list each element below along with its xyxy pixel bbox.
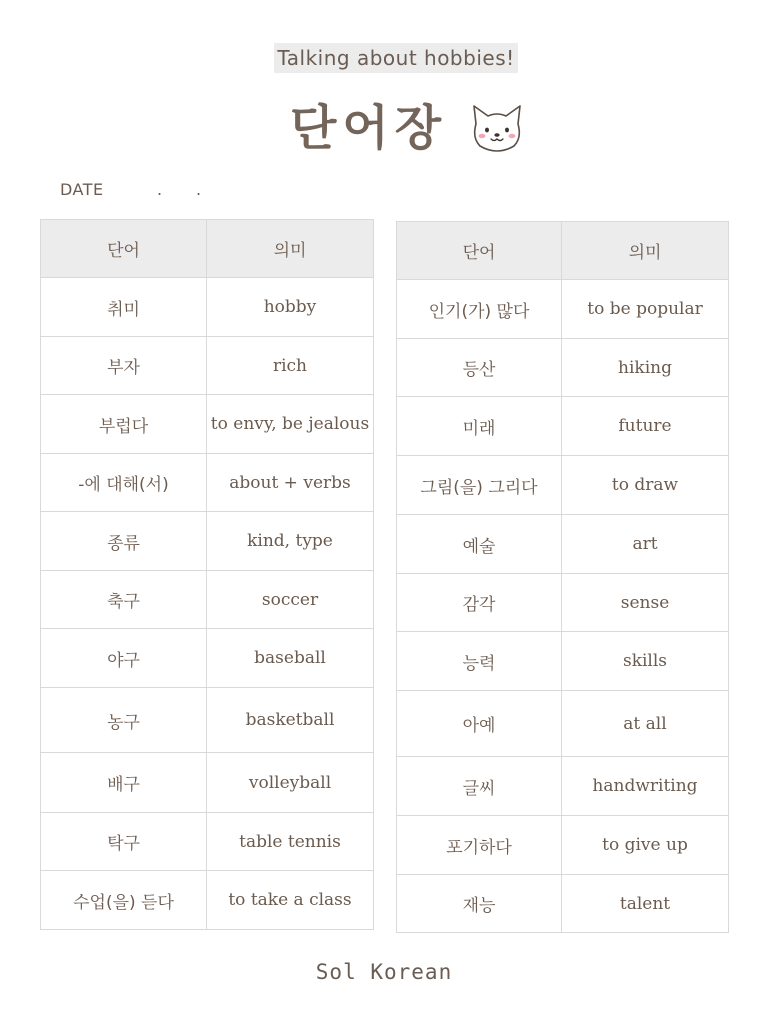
meaning-cell: skills <box>562 632 729 691</box>
table-row <box>41 688 374 753</box>
white-dog-face-icon <box>470 104 524 154</box>
meaning-cell: to give up <box>562 816 729 875</box>
word-cell: 등산 <box>397 339 562 397</box>
column-header-meaning: 의미 <box>562 222 729 280</box>
meaning-cell: to be popular <box>562 280 729 339</box>
meaning-cell: kind, type <box>207 512 374 571</box>
word-cell: 종류 <box>41 512 207 571</box>
meaning-cell: rich <box>207 337 374 395</box>
meaning-cell: art <box>562 515 729 574</box>
table-row <box>397 574 729 632</box>
table-row <box>397 875 729 933</box>
column-header-meaning: 의미 <box>207 220 374 278</box>
word-cell: 포기하다 <box>397 816 562 875</box>
table-row <box>41 512 374 571</box>
table-row <box>397 816 729 875</box>
table-header-row <box>397 222 729 280</box>
table-row <box>41 871 374 930</box>
date-label: DATE <box>60 180 104 199</box>
page-title: 단어장 <box>290 100 448 156</box>
word-cell: 취미 <box>41 278 207 337</box>
meaning-cell: future <box>562 397 729 456</box>
meaning-cell: table tennis <box>207 813 374 871</box>
word-cell: 아예 <box>397 691 562 757</box>
word-cell: 축구 <box>41 571 207 629</box>
table-row <box>397 515 729 574</box>
table-row <box>41 395 374 454</box>
meaning-cell: hobby <box>207 278 374 337</box>
word-cell: 능력 <box>397 632 562 691</box>
word-cell: 예술 <box>397 515 562 574</box>
vocab-table-left <box>40 219 374 930</box>
meaning-cell: to take a class <box>207 871 374 930</box>
table-row <box>397 397 729 456</box>
word-cell: 수업(을) 듣다 <box>41 871 207 930</box>
table-row <box>41 278 374 337</box>
word-cell: 부자 <box>41 337 207 395</box>
footer-brand: Sol Korean <box>315 960 453 984</box>
meaning-cell: handwriting <box>562 757 729 816</box>
meaning-cell: about + verbs <box>207 454 374 512</box>
word-cell: 부럽다 <box>41 395 207 454</box>
table-row <box>397 339 729 397</box>
meaning-cell: hiking <box>562 339 729 397</box>
title-block <box>290 92 530 164</box>
word-cell: 그림(을) 그리다 <box>397 456 562 515</box>
table-row <box>41 753 374 813</box>
meaning-cell: to envy, be jealous <box>207 395 374 454</box>
word-cell: 배구 <box>41 753 207 813</box>
date-separator: . <box>157 180 163 199</box>
table-row <box>41 454 374 512</box>
column-header-word: 단어 <box>397 222 562 280</box>
word-cell: 탁구 <box>41 813 207 871</box>
subtitle-banner: Talking about hobbies! <box>274 43 518 73</box>
meaning-cell: talent <box>562 875 729 933</box>
word-cell: 인기(가) 많다 <box>397 280 562 339</box>
column-header-word: 단어 <box>41 220 207 278</box>
table-header-row <box>41 220 374 278</box>
meaning-cell: basketball <box>207 688 374 753</box>
table-row <box>397 456 729 515</box>
table-row <box>397 691 729 757</box>
meaning-cell: to draw <box>562 456 729 515</box>
table-row <box>41 337 374 395</box>
word-cell: 글씨 <box>397 757 562 816</box>
meaning-cell: baseball <box>207 629 374 688</box>
meaning-cell: soccer <box>207 571 374 629</box>
table-row <box>41 629 374 688</box>
table-row <box>397 757 729 816</box>
word-cell: 야구 <box>41 629 207 688</box>
table-row <box>41 813 374 871</box>
word-cell: 미래 <box>397 397 562 456</box>
word-cell: 재능 <box>397 875 562 933</box>
meaning-cell: sense <box>562 574 729 632</box>
meaning-cell: volleyball <box>207 753 374 813</box>
word-cell: 농구 <box>41 688 207 753</box>
word-cell: -에 대해(서) <box>41 454 207 512</box>
word-cell: 감각 <box>397 574 562 632</box>
table-row <box>397 280 729 339</box>
table-row <box>397 632 729 691</box>
vocab-table-right <box>396 221 729 933</box>
meaning-cell: at all <box>562 691 729 757</box>
date-separator: . <box>196 180 202 199</box>
table-row <box>41 571 374 629</box>
